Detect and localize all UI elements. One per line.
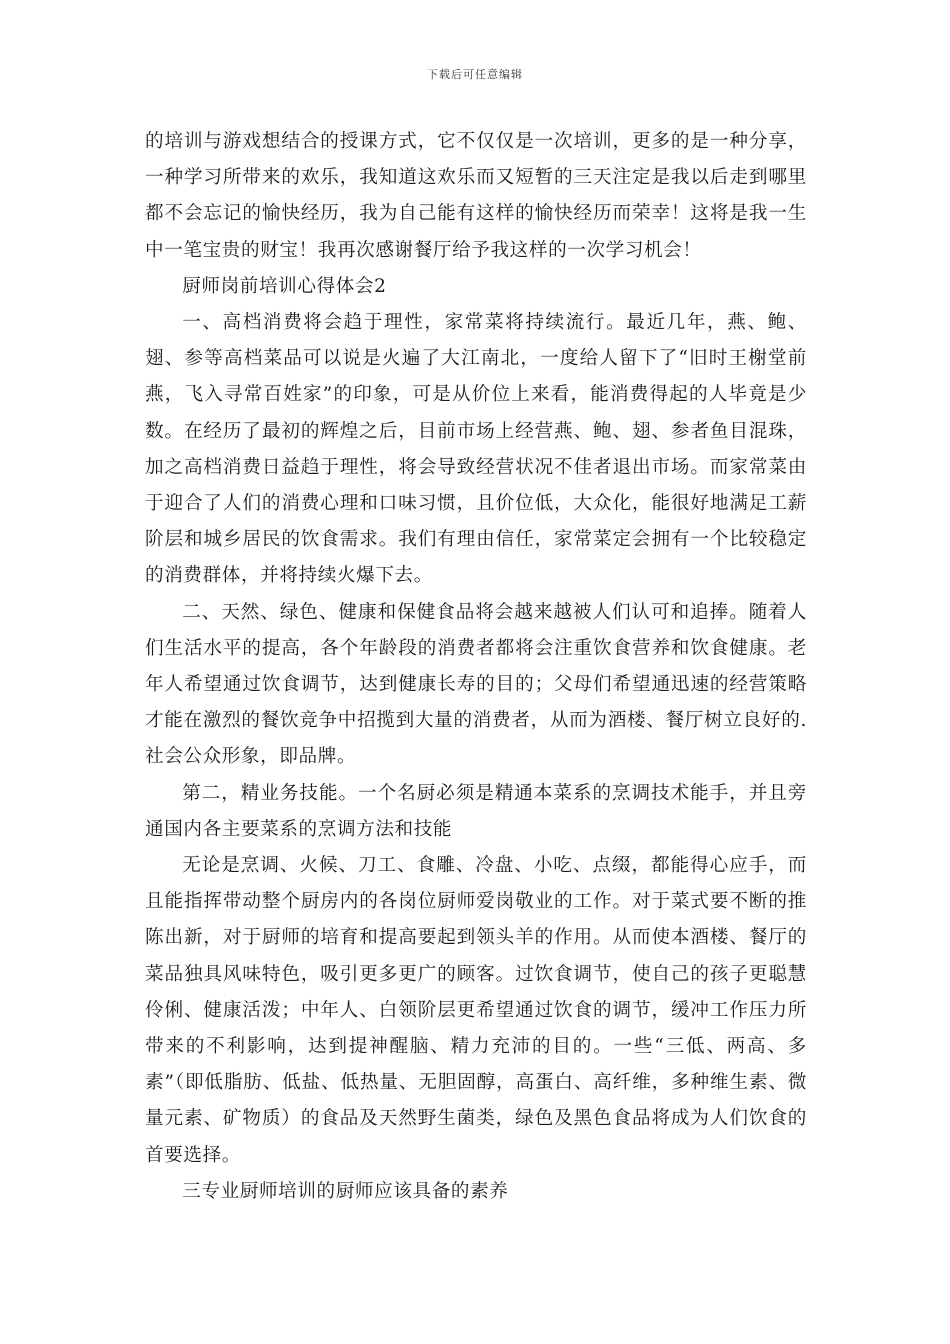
paragraph-continuation: 的培训与游戏想结合的授课方式，它不仅仅是一次培训，更多的是一种分享，一种学习所带来的欢乐，我知道这欢乐而又短暂的三天注定是我以后走到哪里都不会忘记的愉快经历，我为自己能有这样的愉快经历而荣幸！这将是我一生中一笔宝贵的财宝！我再次感谢餐厅给予我这样的一次学习机会！	[145, 131, 807, 261]
paragraph-high-end-consumption: 一、高档消费将会趋于理性，家常菜将持续流行。最近几年，燕、鲍、翅、参等高档菜品可以说是火遍了大江南北，一度给人留下了“旧时王榭堂前燕，飞入寻常百姓家”的印象，可是从价位上来看，能消费得起的人毕竟是少数。在经历了最初的辉煌之后，目前市场上经营燕、鲍、翅、参者鱼目混珠，加之高档消费日益趋于理性，将会导致经营状况不佳者退出市场。而家常菜由于迎合了人们的消费心理和口味习惯，且价位低，大众化，能很好地满足工薪阶层和城乡居民的饮食需求。我们有理由信任，家常菜定会拥有一个比较稳定的消费群体，并将持续火爆下去。	[145, 312, 807, 587]
paragraph-business-skills: 第二，精业务技能。一个名厨必须是精通本菜系的烹调技术能手，并且旁通国内各主要菜系的烹调方法和技能	[145, 782, 807, 840]
paragraph-healthy-food: 二、天然、绿色、健康和保健食品将会越来越被人们认可和追捧。随着人们生活水平的提高，各个年龄段的消费者都将会注重饮食营养和饮食健康。老年人希望通过饮食调节，达到健康长寿的目的；父母们希望通迅速的经营策略才能在激烈的餐饮竞争中招揽到大量的消费者，从而为酒楼、餐厅树立良好的.社会公众形象，即品牌。	[145, 601, 807, 768]
paragraph-cooking-skills: 无论是烹调、火候、刀工、食雕、冷盘、小吃、点缀，都能得心应手，而且能指挥带动整个厨房内的各岗位厨师爱岗敬业的工作。对于菜式要不断的推陈出新，对于厨师的培育和提高要起到领头羊的作用。从而使本酒楼、餐厅的菜品独具风味特色，吸引更多更广的顾客。过饮食调节，使自己的孩子更聪慧伶俐、健康活泼；中年人、白领阶层更希望通过饮食的调节，缓冲工作压力所带来的不利影响，达到提神醒脑、精力充沛的目的。一些“三低、两高、多素”（即低脂肪、低盐、低热量、无胆固醇，高蛋白、高纤维，多种维生素、微量元素、矿物质）的食品及天然野生菌类，绿色及黑色食品将成为人们饮食的首要选择。	[145, 855, 807, 1166]
section-title: 厨师岗前培训心得体会2	[182, 275, 387, 297]
section-heading-qualities: 三专业厨师培训的厨师应该具备的素养	[182, 1180, 509, 1202]
page-header-note: 下载后可任意编辑	[427, 68, 523, 81]
document-body	[145, 124, 807, 1210]
